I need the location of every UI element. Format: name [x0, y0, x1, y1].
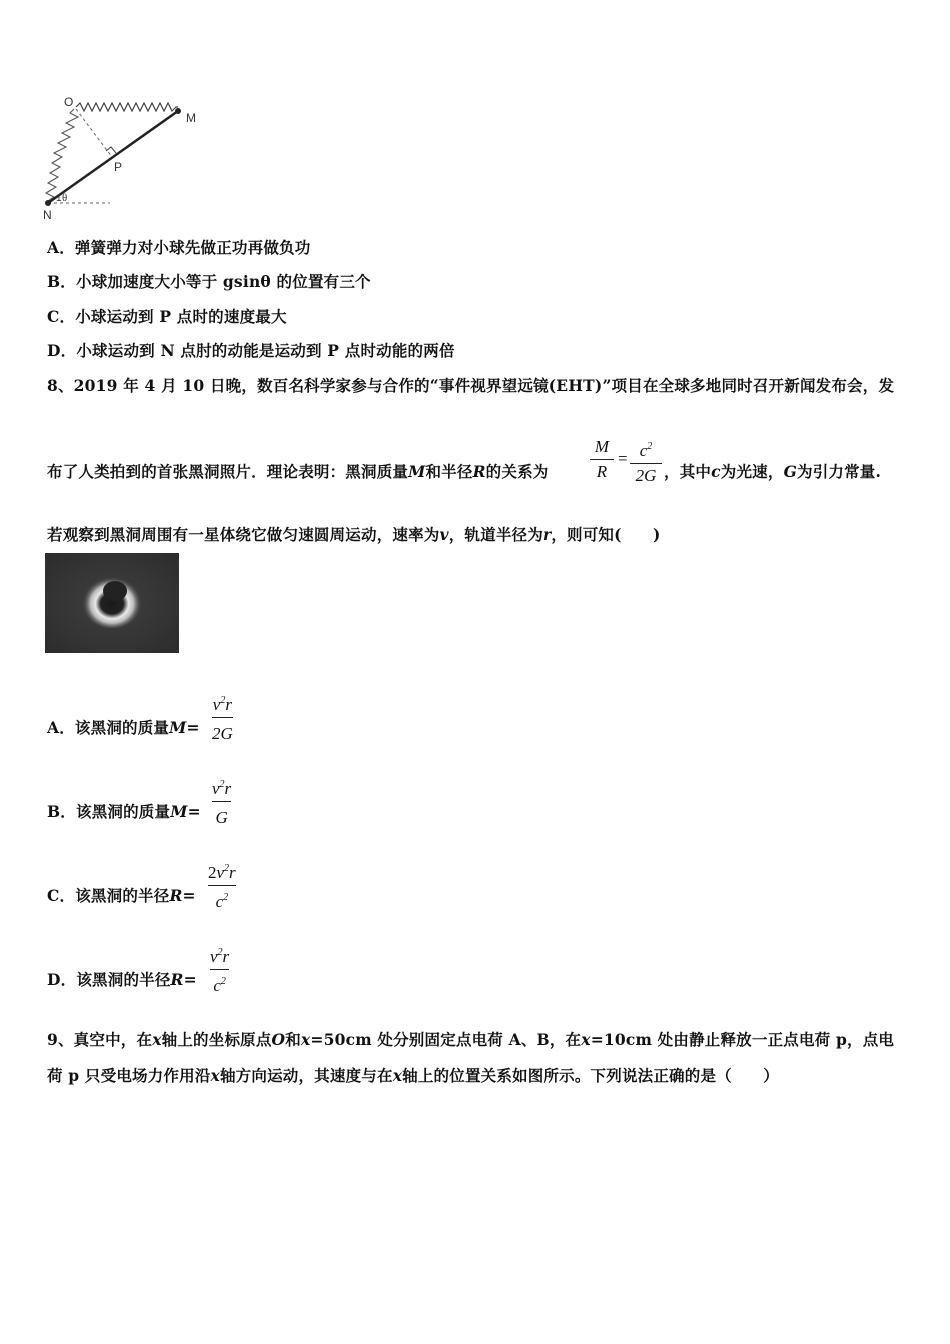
black-hole-photo	[45, 553, 179, 653]
q9-stem-line2: 荷 p 只受电场力作用沿x轴方向运动，其速度与在x轴上的位置关系如图所示。下列说法正确的是（ ）	[47, 1066, 779, 1085]
q8-stem-line2-post: ，其中c为光速，G为引力常量.	[664, 462, 882, 481]
var-v: v	[439, 525, 449, 544]
option-text: B．该黑洞的质量	[47, 802, 171, 821]
ball-m	[175, 108, 181, 114]
option-equals: =	[183, 970, 197, 989]
fraction-numerator: $v^2r$	[212, 779, 232, 798]
label-p: P	[114, 160, 123, 174]
option-fraction-d	[210, 942, 229, 997]
q7-option-c: C．小球运动到 P 点时的速度最大	[47, 307, 287, 326]
label-theta: θ	[62, 192, 68, 204]
option-equals: =	[186, 718, 200, 737]
ball-n	[45, 200, 51, 206]
formula-equals: =	[618, 449, 628, 468]
label-m: M	[186, 111, 196, 125]
fraction-numerator: $2v^2r$	[208, 863, 236, 882]
option-text: D．该黑洞的半径	[47, 970, 171, 989]
q8-option-b	[47, 800, 201, 822]
option-text: A．该黑洞的质量	[47, 718, 170, 737]
q8-option-d	[47, 968, 197, 990]
rod-line	[48, 111, 178, 203]
option-var: R	[169, 886, 183, 905]
fraction-denominator: $c^2$	[213, 976, 226, 995]
option-text: C．该黑洞的半径	[47, 886, 170, 905]
q8-stem-line3: 若观察到黑洞周围有一星体绕它做匀速圆周运动，速率为v，轨道半径为r，则可知( )	[47, 525, 661, 544]
option-equals: =	[187, 802, 201, 821]
var-c: c	[711, 462, 721, 481]
var-mass: M	[408, 462, 426, 481]
q9-stem-line1: 9、真空中，在x轴上的坐标原点O和x=50cm 处分别固定点电荷 A、B，在x=10cm 处由静止释放一正点电荷 p，点电	[47, 1030, 895, 1049]
var-r: r	[542, 525, 552, 544]
q7-option-d: D．小球运动到 N 点肘的动能是运动到 P 点时动能的两倍	[47, 341, 455, 360]
q8-stem-line2	[47, 460, 548, 482]
q7-option-a: A．弹簧弹力对小球先做正功再做负功	[47, 238, 311, 257]
option-var: M	[169, 718, 187, 737]
option-equals: =	[182, 886, 196, 905]
q8-line2-pre: 布了人类拍到的首张黑洞照片．理论表明：黑洞质量	[47, 462, 409, 481]
option-var: R	[170, 970, 184, 989]
fraction-numerator: $v^2r$	[212, 695, 232, 714]
fraction-denominator: $c^2$	[215, 892, 229, 911]
label-one: 1	[56, 193, 62, 204]
option-fraction-c	[208, 858, 236, 913]
fraction-denominator: G	[215, 808, 228, 827]
formula-num-left: M	[594, 437, 610, 456]
label-o: O	[64, 95, 74, 109]
q8-relation: 的关系为	[485, 462, 549, 481]
q8-option-c	[47, 884, 196, 906]
fraction-denominator: 2G	[212, 724, 233, 743]
var-radius: R	[472, 462, 486, 481]
vertical-spring	[46, 109, 78, 201]
formula-num-right: $c^2$	[639, 441, 653, 460]
formula-m-over-r	[590, 436, 614, 483]
option-fraction-a	[212, 690, 233, 745]
dashed-op-line	[76, 109, 112, 157]
fraction-numerator: $v^2r$	[210, 947, 230, 966]
formula-c2-over-2g	[630, 436, 662, 487]
horizontal-spring	[76, 103, 178, 111]
option-var: M	[170, 802, 188, 821]
spring-incline-diagram	[40, 95, 220, 225]
q7-option-b: B．小球加速度大小等于 gsinθ 的位置有三个	[47, 272, 371, 291]
label-n: N	[43, 208, 52, 222]
q8-and-radius: 和半径	[425, 462, 473, 481]
formula-den-left: R	[596, 462, 608, 481]
right-angle-mark	[106, 147, 116, 153]
q8-stem-line1: 8、2019 年 4 月 10 日晚，数百名科学家参与合作的“事件视界望远镜(EHT)”项目在全球多地同时召开新闻发布会，发	[47, 376, 895, 395]
option-fraction-b	[212, 774, 231, 829]
var-g: G	[783, 462, 797, 481]
q8-option-a	[47, 716, 200, 738]
formula-den-right: 2G	[635, 466, 657, 485]
